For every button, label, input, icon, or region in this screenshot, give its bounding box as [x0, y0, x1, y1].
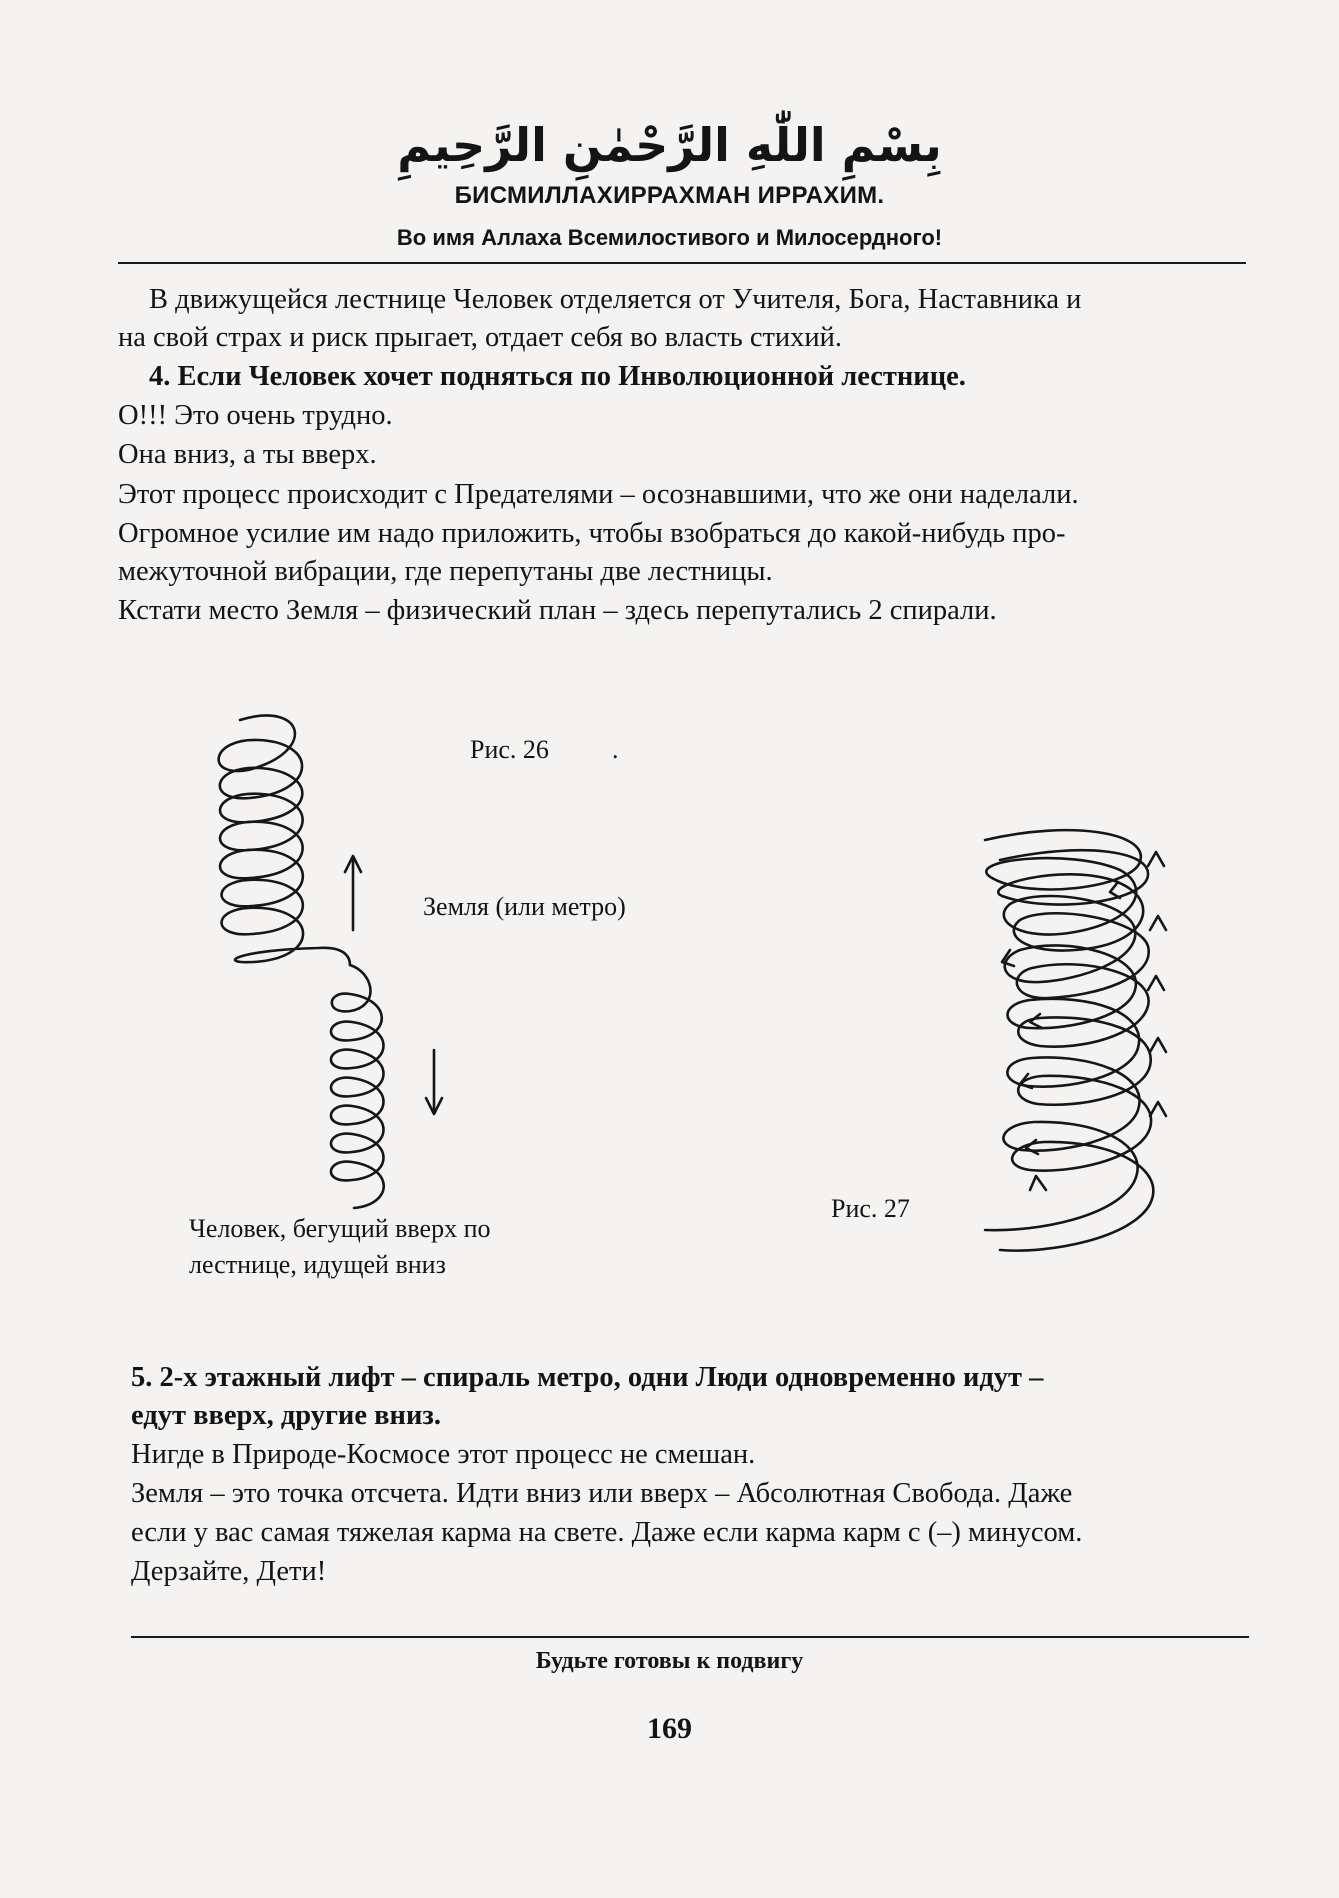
person-label-line2: лестнице, идущей вниз	[189, 1250, 446, 1279]
section-heading-5-line1: 5. 2-х этажный лифт – спираль метро, одни Люди одновременно идут –	[131, 1362, 1044, 1393]
text-line: О!!! Это очень трудно.	[118, 400, 393, 431]
arabic-basmala: بِسْمِ اللّٰهِ الرَّحْمٰنِ الرَّحِيمِ	[397, 118, 942, 172]
section-heading-4: 4. Если Человек хочет подняться по Инволюционной лестнице.	[149, 361, 966, 392]
double-spiral-b	[998, 850, 1153, 1250]
text-line: на свой страх и риск прыгает, отдает себя во власть стихий.	[118, 322, 843, 353]
fig26-dot: .	[612, 735, 619, 764]
text-line: В движущейся лестнице Человек отделяется от Учителя, Бога, Наставника и	[149, 284, 1082, 315]
footer-rule	[131, 1636, 1249, 1638]
footer-motto: Будьте готовы к подвигу	[535, 1648, 804, 1674]
page-number: 169	[647, 1712, 692, 1745]
text-line: Нигде в Природе-Космосе этот процесс не смешан.	[131, 1439, 756, 1470]
text-line: Дерзайте, Дети!	[131, 1556, 327, 1587]
text-line: Она вниз, а ты вверх.	[118, 439, 377, 470]
text-line: Кстати место Земля – физический план – здесь перепутались 2 спирали.	[118, 595, 997, 626]
text-line: Земля – это точка отсчета. Идти вниз или вверх – Абсолютная Свобода. Даже	[131, 1478, 1073, 1509]
header-subtitle: Во имя Аллаха Всемилостивого и Милосердного!	[396, 225, 943, 250]
upper-spiral	[219, 715, 350, 965]
lower-spiral	[331, 965, 384, 1208]
fig27-caption: Рис. 27	[831, 1194, 910, 1223]
text-line: межуточной вибрации, где перепутаны две лестницы.	[118, 556, 773, 587]
text-line: Этот процесс происходит с Предателями – осознавшими, что же они наделали.	[118, 479, 1079, 510]
person-label-line1: Человек, бегущий вверх по	[189, 1214, 491, 1243]
section-heading-5-line2: едут вверх, другие вниз.	[131, 1400, 441, 1431]
earth-label: Земля (или метро)	[423, 892, 626, 921]
fig26-caption: Рис. 26	[470, 735, 549, 764]
text-line: если у вас самая тяжелая карма на свете. Даже если карма карм с (–) минусом.	[131, 1517, 1083, 1548]
header-title: БИСМИЛЛАХИРРАХМАН ИРРАХИМ.	[454, 182, 885, 209]
text-line: Огромное усилие им надо приложить, чтобы взобраться до какой-нибудь про-	[118, 518, 1066, 549]
